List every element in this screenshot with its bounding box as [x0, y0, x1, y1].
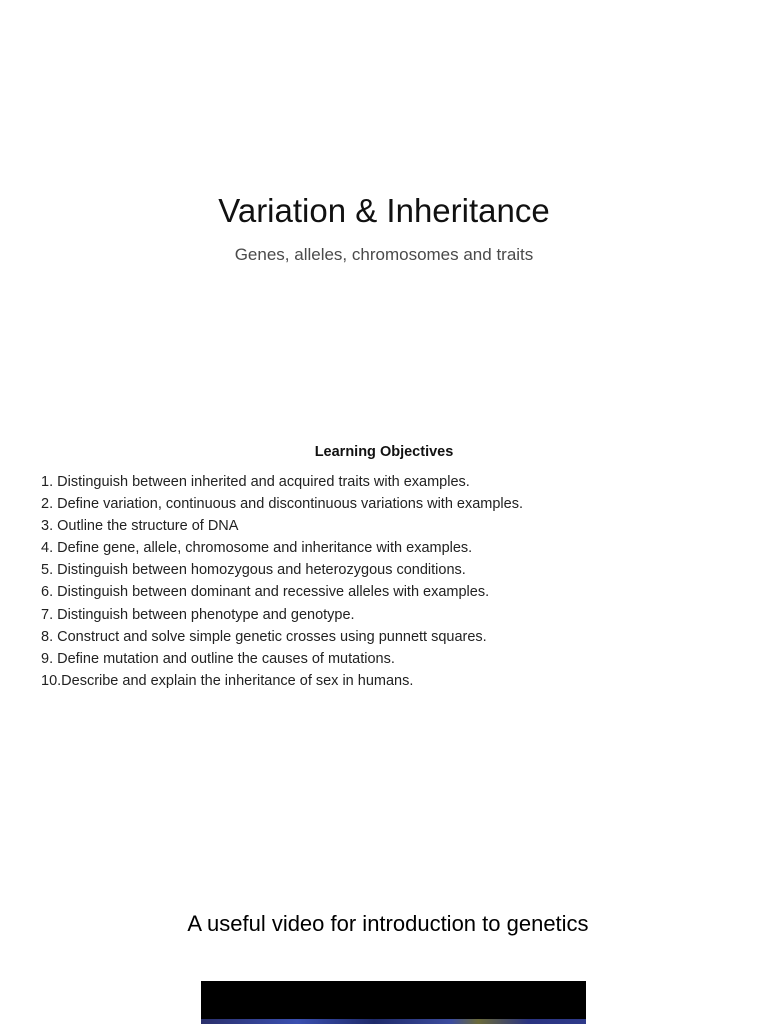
- slide-subtitle: Genes, alleles, chromosomes and traits: [234, 245, 534, 264]
- objective-item: 3. Outline the structure of DNA: [41, 518, 239, 535]
- video-heading: A useful video for introduction to genetics: [187, 911, 589, 936]
- slide-title: Variation & Inheritance: [218, 192, 550, 229]
- objective-item: 9. Define mutation and outline the causes of mutations.: [41, 650, 395, 667]
- objective-item: 4. Define gene, allele, chromosome and inheritance with examples.: [41, 540, 473, 557]
- objectives-heading: Learning Objectives: [314, 444, 454, 460]
- objective-item: 7. Distinguish between phenotype and genotype.: [41, 606, 355, 623]
- objective-item: 1. Distinguish between inherited and acquired traits with examples.: [41, 474, 470, 490]
- objective-item: 10.Describe and explain the inheritance of sex in humans.: [41, 672, 414, 689]
- objective-item: 5. Distinguish between homozygous and heterozygous conditions.: [41, 562, 466, 579]
- objective-item: 2. Define variation, continuous and discontinuous variations with examples.: [41, 496, 523, 513]
- objectives-list: [41, 471, 741, 692]
- video-frame-strip: [201, 1019, 586, 1024]
- objective-item: 6. Distinguish between dominant and recessive alleles with examples.: [41, 584, 490, 601]
- objective-item: 8. Construct and solve simple genetic crosses using punnett squares.: [41, 628, 487, 645]
- video-thumbnail[interactable]: [201, 981, 586, 1024]
